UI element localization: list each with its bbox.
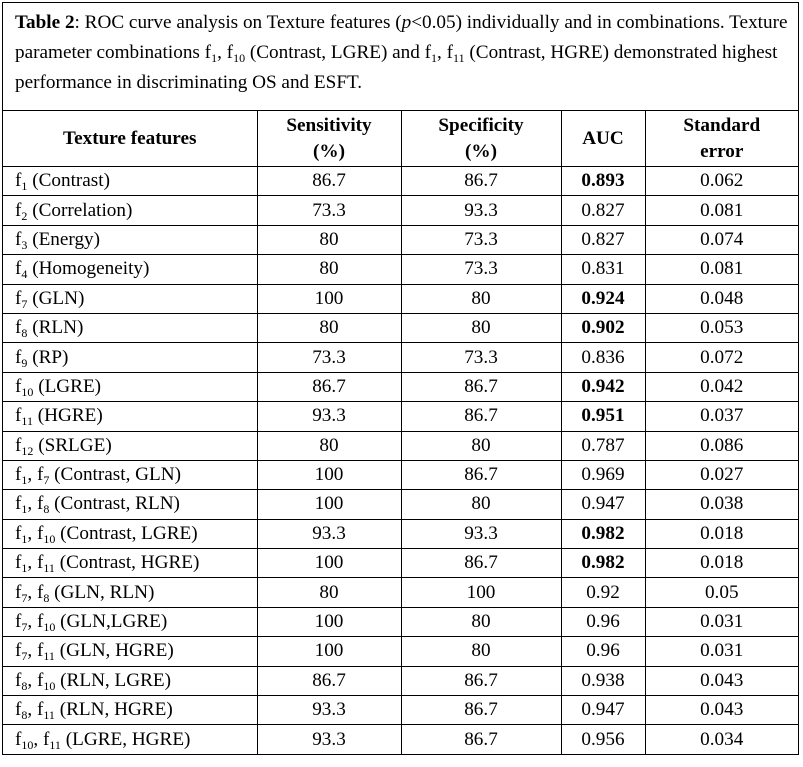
feature-symbol: f	[15, 258, 22, 280]
cell-sensitivity: 80	[257, 578, 401, 607]
cell-specificity: 80	[401, 313, 561, 342]
feature-subscript: 7	[43, 473, 50, 488]
table-row	[3, 402, 798, 431]
cell-specificity: 80	[401, 637, 561, 666]
cell-specificity: 80	[401, 607, 561, 636]
feature-symbol: , f	[27, 464, 44, 486]
feature-subscript: 1	[21, 531, 28, 546]
feature-subscript: 11	[21, 414, 33, 429]
cell-sensitivity: 100	[257, 284, 401, 313]
caption-subscript: 1	[211, 51, 218, 65]
cell-sensitivity: 93.3	[257, 519, 401, 548]
feature-subscript: 4	[21, 267, 28, 282]
cell-sensitivity: 86.7	[257, 372, 401, 401]
feature-subscript: 12	[21, 443, 34, 458]
caption-text: <0.05) individually and in combinations. Texture parameter combinations f	[15, 12, 788, 63]
cell-standard-error: 0.05	[645, 578, 798, 607]
feature-subscript: 2	[21, 208, 28, 223]
header-se-line1: Standard	[683, 114, 761, 136]
cell-sensitivity: 73.3	[257, 196, 401, 225]
feature-symbol: , f	[27, 493, 44, 515]
cell-standard-error: 0.048	[645, 284, 798, 313]
feature-name: (LGRE)	[33, 375, 102, 397]
table-row	[3, 284, 798, 313]
feature-symbol: f	[15, 375, 22, 397]
feature-name: (Correlation)	[27, 199, 133, 221]
cell-auc: 0.893	[561, 167, 645, 196]
feature-subscript: 8	[21, 708, 28, 723]
cell-standard-error: 0.037	[645, 402, 798, 431]
cell-standard-error: 0.086	[645, 431, 798, 460]
cell-feature	[3, 460, 257, 489]
table-row	[3, 607, 798, 636]
feature-name: (HGRE)	[32, 405, 103, 427]
cell-feature	[3, 372, 257, 401]
cell-standard-error: 0.053	[645, 313, 798, 342]
feature-subscript: 3	[21, 237, 28, 252]
cell-specificity: 86.7	[401, 167, 561, 196]
feature-subscript: 8	[43, 502, 50, 517]
cell-standard-error: 0.034	[645, 725, 798, 754]
cell-sensitivity: 100	[257, 637, 401, 666]
cell-specificity: 80	[401, 284, 561, 313]
cell-auc: 0.947	[561, 490, 645, 519]
feature-name: (Contrast, RLN)	[49, 493, 180, 515]
cell-sensitivity: 93.3	[257, 696, 401, 725]
cell-sensitivity: 80	[257, 313, 401, 342]
cell-sensitivity: 80	[257, 255, 401, 284]
cell-auc: 0.982	[561, 549, 645, 578]
cell-auc: 0.96	[561, 607, 645, 636]
cell-specificity: 80	[401, 431, 561, 460]
cell-feature	[3, 167, 257, 196]
cell-auc: 0.831	[561, 255, 645, 284]
cell-standard-error: 0.042	[645, 372, 798, 401]
feature-name: (RLN)	[27, 317, 84, 339]
feature-symbol: , f	[27, 611, 44, 633]
cell-specificity: 86.7	[401, 372, 561, 401]
table-caption	[3, 3, 798, 111]
cell-sensitivity: 86.7	[257, 666, 401, 695]
cell-sensitivity: 100	[257, 490, 401, 519]
header-standard-error	[645, 111, 798, 167]
header-specificity-line2: (%)	[465, 140, 497, 162]
header-texture-features: Texture features	[3, 111, 257, 167]
caption-text: , f	[437, 42, 454, 63]
cell-sensitivity: 93.3	[257, 725, 401, 754]
header-specificity	[401, 111, 561, 167]
cell-auc: 0.982	[561, 519, 645, 548]
table-row	[3, 725, 798, 754]
cell-feature	[3, 696, 257, 725]
caption-text: (Contrast, HGRE) demonstrated highest performance in discriminating OS and ESFT.	[15, 42, 778, 93]
cell-specificity: 93.3	[401, 196, 561, 225]
cell-specificity: 73.3	[401, 225, 561, 254]
header-sensitivity	[257, 111, 401, 167]
cell-auc: 0.924	[561, 284, 645, 313]
feature-name: (Contrast, HGRE)	[54, 552, 200, 574]
cell-auc: 0.969	[561, 460, 645, 489]
feature-symbol: , f	[27, 699, 44, 721]
feature-subscript: 10	[43, 620, 56, 635]
cell-specificity: 93.3	[401, 519, 561, 548]
cell-sensitivity: 100	[257, 460, 401, 489]
cell-standard-error: 0.031	[645, 607, 798, 636]
cell-sensitivity: 93.3	[257, 402, 401, 431]
table-row	[3, 255, 798, 284]
cell-auc: 0.96	[561, 637, 645, 666]
feature-symbol: f	[15, 405, 22, 427]
feature-name: (GLN,LGRE)	[55, 611, 168, 633]
cell-specificity: 86.7	[401, 549, 561, 578]
cell-sensitivity: 80	[257, 431, 401, 460]
feature-subscript: 11	[43, 561, 55, 576]
feature-symbol: f	[15, 170, 22, 192]
caption-text: : ROC curve analysis on Texture features (	[74, 12, 402, 33]
feature-name: (Contrast, LGRE)	[55, 522, 198, 544]
caption-subscript: 1	[431, 51, 438, 65]
caption-p-symbol: p	[401, 12, 412, 33]
feature-symbol: f	[15, 728, 22, 750]
cell-specificity: 86.7	[401, 460, 561, 489]
table-row	[3, 167, 798, 196]
cell-auc: 0.938	[561, 666, 645, 695]
feature-subscript: 10	[21, 384, 34, 399]
cell-auc: 0.951	[561, 402, 645, 431]
cell-specificity: 73.3	[401, 343, 561, 372]
feature-symbol: f	[15, 199, 22, 221]
caption-subscript: 10	[233, 51, 246, 65]
caption-text: (Contrast, LGRE) and f	[245, 42, 432, 63]
table-row	[3, 519, 798, 548]
table-row	[3, 313, 798, 342]
table-row	[3, 637, 798, 666]
table-row	[3, 372, 798, 401]
cell-feature	[3, 490, 257, 519]
cell-specificity: 86.7	[401, 666, 561, 695]
feature-symbol: f	[15, 346, 22, 368]
table-row	[3, 696, 798, 725]
cell-auc: 0.947	[561, 696, 645, 725]
cell-specificity: 86.7	[401, 725, 561, 754]
cell-feature	[3, 255, 257, 284]
cell-specificity: 86.7	[401, 696, 561, 725]
feature-name: (RLN, LGRE)	[55, 669, 172, 691]
feature-symbol: f	[15, 287, 22, 309]
feature-name: (RP)	[27, 346, 69, 368]
cell-feature	[3, 431, 257, 460]
header-row	[3, 111, 798, 167]
table-row	[3, 225, 798, 254]
cell-feature	[3, 196, 257, 225]
cell-standard-error: 0.031	[645, 637, 798, 666]
feature-name: (SRLGE)	[33, 434, 112, 456]
caption-subscript: 11	[453, 51, 465, 65]
table-row	[3, 343, 798, 372]
cell-standard-error: 0.072	[645, 343, 798, 372]
header-specificity-line1: Specificity	[438, 114, 524, 136]
table-row	[3, 549, 798, 578]
feature-subscript: 10	[43, 678, 56, 693]
feature-subscript: 7	[21, 649, 28, 664]
feature-symbol: f	[15, 464, 22, 486]
cell-specificity: 80	[401, 490, 561, 519]
cell-standard-error: 0.043	[645, 696, 798, 725]
feature-subscript: 8	[43, 590, 50, 605]
feature-name: (GLN, RLN)	[49, 581, 155, 603]
cell-feature	[3, 725, 257, 754]
feature-subscript: 10	[21, 737, 34, 752]
feature-subscript: 8	[21, 678, 28, 693]
feature-subscript: 11	[49, 737, 61, 752]
cell-standard-error: 0.074	[645, 225, 798, 254]
feature-subscript: 9	[21, 355, 28, 370]
feature-symbol: f	[15, 434, 22, 456]
header-sensitivity-line2: (%)	[313, 140, 345, 162]
feature-subscript: 8	[21, 326, 28, 341]
cell-standard-error: 0.062	[645, 167, 798, 196]
feature-name: (GLN)	[27, 287, 85, 309]
feature-symbol: f	[15, 317, 22, 339]
feature-symbol: , f	[27, 552, 44, 574]
table-row	[3, 431, 798, 460]
feature-symbol: f	[15, 552, 22, 574]
feature-symbol: , f	[27, 669, 44, 691]
feature-symbol: , f	[27, 522, 44, 544]
cell-specificity: 73.3	[401, 255, 561, 284]
header-auc: AUC	[561, 111, 645, 167]
feature-subscript: 1	[21, 502, 28, 517]
cell-standard-error: 0.027	[645, 460, 798, 489]
cell-standard-error: 0.018	[645, 519, 798, 548]
feature-symbol: f	[15, 669, 22, 691]
feature-name: (RLN, HGRE)	[54, 699, 173, 721]
feature-subscript: 1	[21, 561, 28, 576]
feature-name: (Homogeneity)	[27, 258, 150, 280]
cell-feature	[3, 225, 257, 254]
feature-symbol: f	[15, 493, 22, 515]
roc-table	[3, 111, 798, 754]
cell-feature	[3, 607, 257, 636]
feature-subscript: 1	[21, 473, 28, 488]
cell-sensitivity: 86.7	[257, 167, 401, 196]
feature-subscript: 7	[21, 620, 28, 635]
feature-symbol: , f	[27, 581, 44, 603]
cell-auc: 0.787	[561, 431, 645, 460]
cell-standard-error: 0.081	[645, 255, 798, 284]
feature-name: (LGRE, HGRE)	[60, 728, 191, 750]
cell-feature	[3, 343, 257, 372]
cell-auc: 0.956	[561, 725, 645, 754]
cell-standard-error: 0.043	[645, 666, 798, 695]
cell-feature	[3, 578, 257, 607]
cell-specificity: 86.7	[401, 402, 561, 431]
cell-standard-error: 0.038	[645, 490, 798, 519]
feature-subscript: 10	[43, 531, 56, 546]
table-row	[3, 196, 798, 225]
cell-feature	[3, 637, 257, 666]
cell-auc: 0.827	[561, 196, 645, 225]
caption-text: , f	[217, 42, 234, 63]
cell-sensitivity: 100	[257, 607, 401, 636]
feature-symbol: f	[15, 228, 22, 250]
feature-subscript: 11	[43, 708, 55, 723]
caption-label: Table 2	[15, 12, 75, 33]
feature-symbol: f	[15, 699, 22, 721]
cell-sensitivity: 73.3	[257, 343, 401, 372]
feature-name: (GLN, HGRE)	[54, 640, 174, 662]
feature-symbol: f	[15, 611, 22, 633]
table-row	[3, 666, 798, 695]
table-row	[3, 490, 798, 519]
feature-subscript: 1	[21, 179, 28, 194]
cell-specificity: 100	[401, 578, 561, 607]
cell-feature	[3, 313, 257, 342]
feature-subscript: 11	[43, 649, 55, 664]
feature-subscript: 7	[21, 590, 28, 605]
header-sensitivity-line1: Sensitivity	[286, 114, 372, 136]
table-row	[3, 578, 798, 607]
cell-sensitivity: 100	[257, 549, 401, 578]
cell-sensitivity: 80	[257, 225, 401, 254]
feature-name: (Contrast)	[27, 170, 110, 192]
feature-symbol: , f	[33, 728, 50, 750]
cell-feature	[3, 549, 257, 578]
cell-standard-error: 0.018	[645, 549, 798, 578]
table-row	[3, 460, 798, 489]
cell-auc: 0.942	[561, 372, 645, 401]
cell-feature	[3, 284, 257, 313]
cell-auc: 0.827	[561, 225, 645, 254]
cell-feature	[3, 666, 257, 695]
feature-name: (Energy)	[27, 228, 101, 250]
table-body	[3, 167, 798, 754]
feature-subscript: 7	[21, 296, 28, 311]
cell-feature	[3, 519, 257, 548]
cell-feature	[3, 402, 257, 431]
cell-standard-error: 0.081	[645, 196, 798, 225]
cell-auc: 0.92	[561, 578, 645, 607]
cell-auc: 0.836	[561, 343, 645, 372]
header-se-line2: error	[700, 140, 744, 162]
feature-symbol: f	[15, 640, 22, 662]
feature-symbol: f	[15, 522, 22, 544]
feature-symbol: f	[15, 581, 22, 603]
cell-auc: 0.902	[561, 313, 645, 342]
feature-name: (Contrast, GLN)	[49, 464, 181, 486]
feature-symbol: , f	[27, 640, 44, 662]
table-document	[2, 2, 799, 755]
